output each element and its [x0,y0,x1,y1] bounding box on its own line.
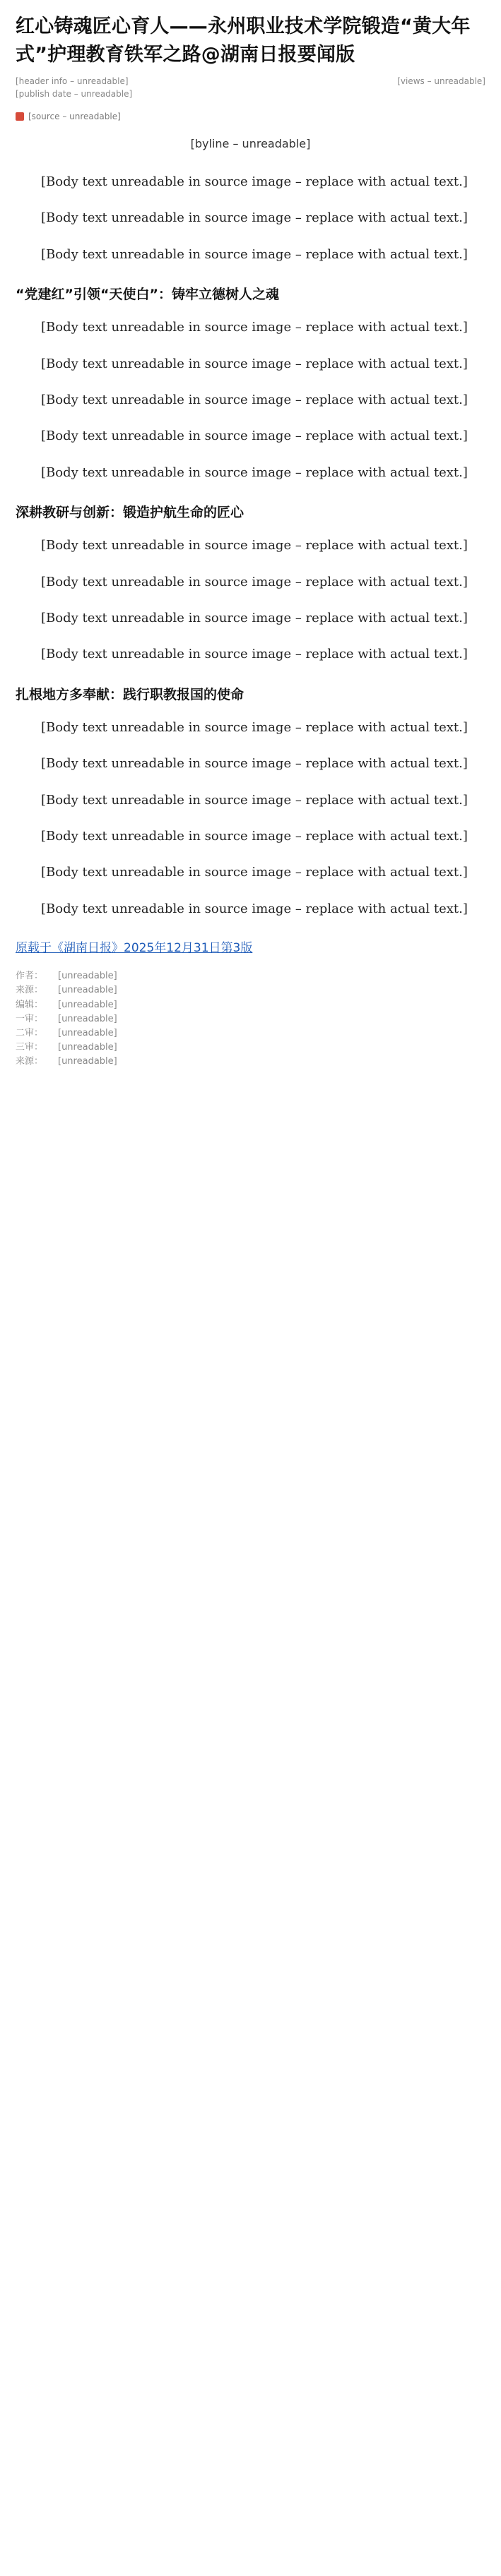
paragraph: [Body text unreadable in source image – replace with actual text.] [41,647,468,662]
paragraph: [Body text unreadable in source image – replace with actual text.] [41,392,468,407]
credit-value: [unreadable] [58,985,117,996]
credits [16,969,485,1069]
meta-right: [views – unreadable] [397,76,485,86]
credit-label: 编辑： [16,999,44,1010]
credit-value: [unreadable] [58,1056,117,1067]
paragraph: [Body text unreadable in source image – replace with actual text.] [41,246,468,262]
credit-value: [unreadable] [58,1013,117,1024]
source-icon [16,112,24,121]
publish-date: [publish date – unreadable] [16,89,133,99]
credit-row [16,1012,485,1026]
source-tag-label: [source – unreadable] [28,112,121,121]
paragraph: [Body text unreadable in source image – replace with actual text.] [41,792,468,808]
credit-row [16,998,485,1012]
section-heading: “党建红”引领“天使白”：铸牢立德树人之魂 [16,286,279,302]
credit-value: [unreadable] [58,971,117,982]
source-tag[interactable] [16,112,121,121]
section-heading: 扎根地方多奉献：践行职教报国的使命 [16,686,244,702]
credit-label: 一审： [16,1013,44,1024]
paragraph: [Body text unreadable in source image – replace with actual text.] [41,574,468,589]
meta-left: [header info – unreadable] [16,76,129,86]
paragraph: [Body text unreadable in source image – replace with actual text.] [41,210,468,226]
paragraph: [Body text unreadable in source image – replace with actual text.] [41,901,468,916]
paragraph: [Body text unreadable in source image – replace with actual text.] [41,174,468,189]
paragraph: [Body text unreadable in source image – replace with actual text.] [41,828,468,844]
credit-label: 二审： [16,1027,44,1038]
credit-value: [unreadable] [58,1027,117,1038]
paragraph: [Body text unreadable in source image – replace with actual text.] [41,465,468,480]
credit-row [16,983,485,998]
credit-row [16,1055,485,1069]
credit-label: 作者： [16,971,44,982]
paragraph: [Body text unreadable in source image – replace with actual text.] [41,538,468,553]
paragraph: [Body text unreadable in source image – replace with actual text.] [41,610,468,625]
credit-label: 来源： [16,985,44,996]
paragraph: [Body text unreadable in source image – replace with actual text.] [41,756,468,772]
article-title: 红心铸魂匠心育人——永州职业技术学院锻造“黄大年式”护理教育铁军之路@湖南日报要闻版 [16,16,471,66]
credit-value: [unreadable] [58,1041,117,1053]
paragraph: [Body text unreadable in source image – replace with actual text.] [41,356,468,371]
paragraph: [Body text unreadable in source image – replace with actual text.] [41,429,468,444]
credit-label: 三审： [16,1041,44,1053]
paragraph: [Body text unreadable in source image – replace with actual text.] [41,865,468,880]
byline: [byline – unreadable] [190,137,311,150]
credit-row [16,969,485,983]
article-body [16,170,485,1069]
source-link[interactable]: 原载于《湖南日报》2025年12月31日第3版 [16,940,253,955]
section-heading: 深耕教研与创新：锻造护航生命的匠心 [16,504,244,520]
credit-label: 来源： [16,1056,44,1067]
meta-row [16,76,485,86]
paragraph: [Body text unreadable in source image – replace with actual text.] [41,320,468,335]
paragraph: [Body text unreadable in source image – replace with actual text.] [41,720,468,736]
credit-value: [unreadable] [58,999,117,1010]
credit-row [16,1041,485,1055]
credit-row [16,1026,485,1041]
